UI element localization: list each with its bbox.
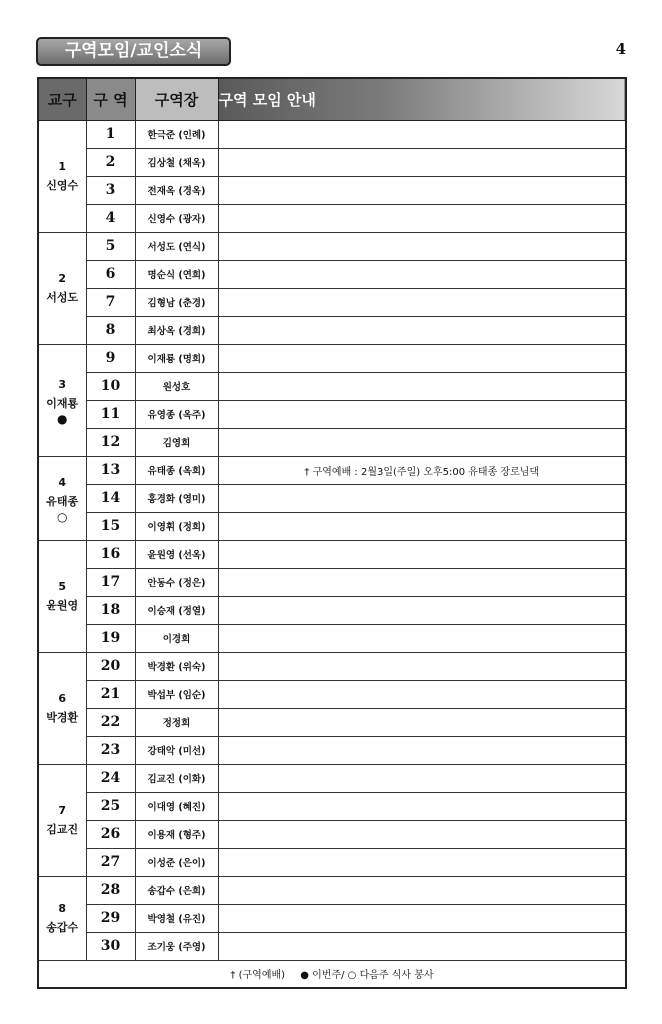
parish-leader-name: 송갑수 xyxy=(46,921,79,934)
parish-number: 8 xyxy=(58,902,67,915)
meeting-info xyxy=(218,484,626,512)
district-leader: 강태악 (미선) xyxy=(135,736,218,764)
meeting-info xyxy=(218,512,626,540)
table-row xyxy=(38,372,626,400)
district-number: 5 xyxy=(86,232,135,260)
district-number: 10 xyxy=(86,372,135,400)
table-row xyxy=(38,820,626,848)
district-number: 27 xyxy=(86,848,135,876)
district-number: 7 xyxy=(86,288,135,316)
meeting-info xyxy=(218,344,626,372)
table-row xyxy=(38,456,626,484)
parish-leader-name: 서성도 xyxy=(46,291,79,304)
district-leader: 조기웅 (주영) xyxy=(135,932,218,960)
table-row xyxy=(38,736,626,764)
table-row xyxy=(38,232,626,260)
table-row xyxy=(38,204,626,232)
district-leader: 박섭부 (임순) xyxy=(135,680,218,708)
meeting-info xyxy=(218,568,626,596)
district-leader: 이재룡 (명희) xyxy=(135,344,218,372)
table-row xyxy=(38,624,626,652)
table-row xyxy=(38,652,626,680)
parish-leader-name: 윤원영 xyxy=(46,599,79,612)
table-row xyxy=(38,904,626,932)
district-leader: 유영종 (옥주) xyxy=(135,400,218,428)
page-number: 4 xyxy=(615,40,626,58)
parish-cell xyxy=(38,764,86,876)
table-row xyxy=(38,512,626,540)
district-number: 29 xyxy=(86,904,135,932)
table-row xyxy=(38,344,626,372)
meeting-info xyxy=(218,820,626,848)
parish-leader-name: 유태종 xyxy=(46,495,79,508)
district-leader: 안동수 (정은) xyxy=(135,568,218,596)
meeting-info xyxy=(218,596,626,624)
filled-circle-icon: ● xyxy=(57,412,68,426)
district-number: 25 xyxy=(86,792,135,820)
district-leader: 김영희 xyxy=(135,428,218,456)
district-number: 23 xyxy=(86,736,135,764)
meeting-info xyxy=(218,764,626,792)
meeting-info xyxy=(218,232,626,260)
table-row xyxy=(38,316,626,344)
district-leader: 이성준 (은이) xyxy=(135,848,218,876)
district-leader: 이용재 (형주) xyxy=(135,820,218,848)
meeting-info xyxy=(218,120,626,148)
parish-cell xyxy=(38,232,86,344)
district-leader: 홍경화 (영미) xyxy=(135,484,218,512)
district-leader: 전재옥 (경옥) xyxy=(135,176,218,204)
meeting-info xyxy=(218,148,626,176)
parish-cell xyxy=(38,456,86,540)
district-number: 20 xyxy=(86,652,135,680)
meeting-info xyxy=(218,848,626,876)
parish-leader-name: 이재룡 xyxy=(46,397,79,410)
meeting-info xyxy=(218,876,626,904)
meeting-info xyxy=(218,204,626,232)
district-leader: 김교진 (이화) xyxy=(135,764,218,792)
district-number: 19 xyxy=(86,624,135,652)
district-number: 26 xyxy=(86,820,135,848)
table-row xyxy=(38,260,626,288)
table-row xyxy=(38,120,626,148)
parish-number: 5 xyxy=(58,580,67,593)
district-number: 11 xyxy=(86,400,135,428)
district-number: 1 xyxy=(86,120,135,148)
parish-number: 1 xyxy=(58,160,67,173)
table-row xyxy=(38,288,626,316)
meeting-info: † 구역예배 : 2월3일(주일) 오후5:00 유태종 장로님댁 xyxy=(218,456,626,484)
meeting-info xyxy=(218,680,626,708)
district-leader: 박경환 (위숙) xyxy=(135,652,218,680)
district-number: 24 xyxy=(86,764,135,792)
meeting-info xyxy=(218,904,626,932)
table-row xyxy=(38,792,626,820)
table-row xyxy=(38,680,626,708)
district-number: 21 xyxy=(86,680,135,708)
meeting-info xyxy=(218,652,626,680)
meeting-info xyxy=(218,372,626,400)
section-title: 구역모임/교인소식 xyxy=(36,37,231,66)
district-number: 2 xyxy=(86,148,135,176)
district-leader: 박영철 (유진) xyxy=(135,904,218,932)
district-number: 3 xyxy=(86,176,135,204)
column-header-parish: 교구 xyxy=(38,78,86,120)
meeting-info xyxy=(218,624,626,652)
district-leader: 이경희 xyxy=(135,624,218,652)
column-header-leader: 구역장 xyxy=(135,78,218,120)
table-row xyxy=(38,848,626,876)
parish-leader-name: 김교진 xyxy=(46,823,79,836)
meeting-info xyxy=(218,428,626,456)
legend-row xyxy=(38,960,626,988)
table-row xyxy=(38,708,626,736)
meeting-info xyxy=(218,316,626,344)
parish-number: 4 xyxy=(58,476,67,489)
table-row xyxy=(38,428,626,456)
parish-cell xyxy=(38,344,86,456)
table-row xyxy=(38,540,626,568)
district-leader: 윤원영 (선옥) xyxy=(135,540,218,568)
district-leader: 김형남 (춘경) xyxy=(135,288,218,316)
parish-cell xyxy=(38,876,86,960)
district-number: 28 xyxy=(86,876,135,904)
district-leader: 명순식 (연희) xyxy=(135,260,218,288)
district-leader: 최상옥 (경희) xyxy=(135,316,218,344)
district-meeting-table xyxy=(37,77,627,989)
parish-number: 3 xyxy=(58,378,67,391)
meeting-info xyxy=(218,176,626,204)
district-number: 4 xyxy=(86,204,135,232)
meeting-info xyxy=(218,260,626,288)
district-leader: 이영휘 (정희) xyxy=(135,512,218,540)
meeting-info xyxy=(218,736,626,764)
parish-leader-name: 박경환 xyxy=(46,711,79,724)
district-number: 22 xyxy=(86,708,135,736)
meeting-info xyxy=(218,540,626,568)
table-header-row xyxy=(38,78,626,120)
district-leader: 정정희 xyxy=(135,708,218,736)
district-leader: 이대영 (혜진) xyxy=(135,792,218,820)
district-number: 14 xyxy=(86,484,135,512)
table-row xyxy=(38,764,626,792)
district-leader: 김상철 (채옥) xyxy=(135,148,218,176)
meeting-info xyxy=(218,792,626,820)
district-number: 6 xyxy=(86,260,135,288)
parish-number: 6 xyxy=(58,692,67,705)
open-circle-icon: ○ xyxy=(57,510,68,524)
meeting-info xyxy=(218,708,626,736)
parish-cell xyxy=(38,652,86,764)
district-leader: 한극준 (인례) xyxy=(135,120,218,148)
legend-cell xyxy=(38,960,626,988)
table-row xyxy=(38,568,626,596)
column-header-meeting-info: 구역 모임 안내 xyxy=(218,78,626,120)
parish-leader-name: 신영수 xyxy=(46,179,79,192)
district-leader: 신영수 (광자) xyxy=(135,204,218,232)
table-row xyxy=(38,176,626,204)
district-leader: 유태종 (옥희) xyxy=(135,456,218,484)
district-leader: 이승재 (정열) xyxy=(135,596,218,624)
column-header-district: 구 역 xyxy=(86,78,135,120)
district-leader: 원성호 xyxy=(135,372,218,400)
district-number: 8 xyxy=(86,316,135,344)
parish-number: 7 xyxy=(58,804,67,817)
district-number: 30 xyxy=(86,932,135,960)
district-number: 17 xyxy=(86,568,135,596)
legend-meal-service: ● 이번주/ ○ 다음주 식사 봉사 xyxy=(300,970,434,982)
table-row xyxy=(38,932,626,960)
table-row xyxy=(38,876,626,904)
district-number: 12 xyxy=(86,428,135,456)
table-body xyxy=(38,120,626,960)
district-leader: 송갑수 (은희) xyxy=(135,876,218,904)
district-number: 13 xyxy=(86,456,135,484)
district-number: 16 xyxy=(86,540,135,568)
table-row xyxy=(38,484,626,512)
table-row xyxy=(38,596,626,624)
parish-cell xyxy=(38,540,86,652)
meeting-info xyxy=(218,400,626,428)
parish-number: 2 xyxy=(58,272,67,285)
table-row xyxy=(38,400,626,428)
district-number: 18 xyxy=(86,596,135,624)
district-number: 15 xyxy=(86,512,135,540)
table-row xyxy=(38,148,626,176)
district-number: 9 xyxy=(86,344,135,372)
parish-cell xyxy=(38,120,86,232)
district-leader: 서성도 (연식) xyxy=(135,232,218,260)
legend-worship: † (구역예배) xyxy=(230,970,286,982)
meeting-info xyxy=(218,288,626,316)
meeting-info xyxy=(218,932,626,960)
